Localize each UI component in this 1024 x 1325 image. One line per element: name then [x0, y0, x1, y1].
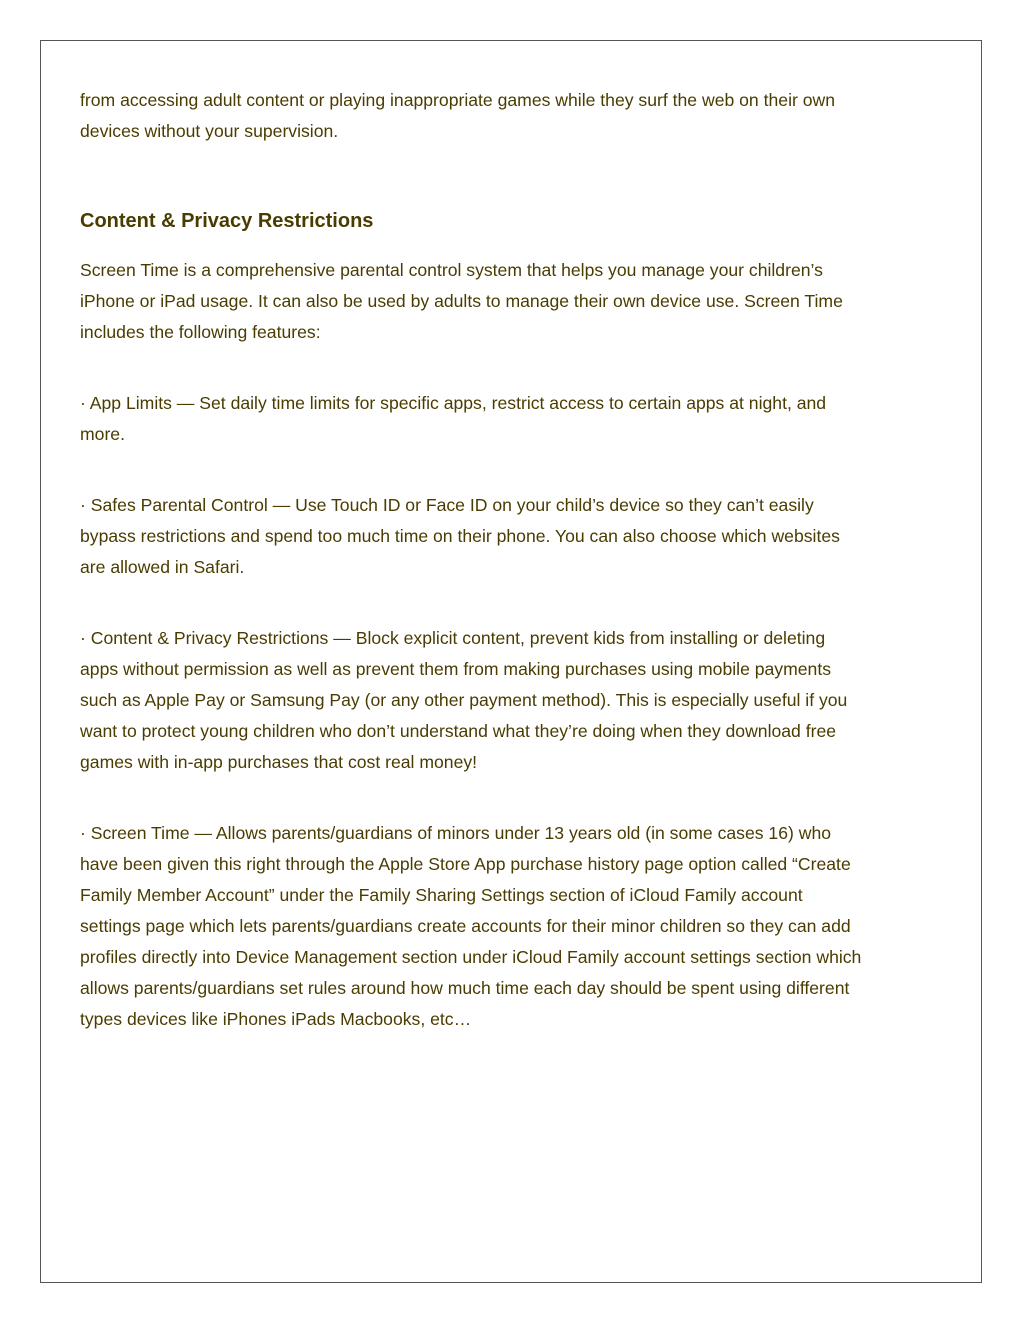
section-intro-paragraph: Screen Time is a comprehensive parental control system that helps you manage your children’s iPhone or iPad usage. It can also be used by adults to manage their own device use. Screen Time includes the following features:	[80, 260, 843, 342]
bullet-screen-time: · Screen Time — Allows parents/guardians of minors under 13 years old (in some cases 16) who have been given this right through the Apple Store App purchase history page option called “Create Family Member Account” under the Family Sharing Settings section of iCloud Family account settings page which lets parents/guardians create accounts for their minor children so they can add profiles directly into Device Management section under iCloud Family account settings section which allows parents/guardians set rules around how much time each day should be spent using different types devices like iPhones iPads Macbooks, etc…	[80, 823, 862, 1029]
document-body	[80, 85, 865, 1035]
bullet-safes-parental-control: · Safes Parental Control — Use Touch ID or Face ID on your child’s device so they can’t easily bypass restrictions and spend too much time on their phone. You can also choose which websites are allowed in Safari.	[80, 495, 840, 577]
bullet-app-limits: · App Limits — Set daily time limits for specific apps, restrict access to certain apps at night, and more.	[80, 393, 827, 444]
section-heading: Content & Privacy Restrictions	[80, 210, 374, 232]
intro-paragraph: from accessing adult content or playing inappropriate games while they surf the web on their own devices without your supervision.	[80, 90, 835, 141]
bullet-content-privacy-restrictions: · Content & Privacy Restrictions — Block explicit content, prevent kids from installing or deleting apps without permission as well as prevent them from making purchases using mobile payments such as Apple Pay or Samsung Pay (or any other payment method). This is especially useful if you want to protect young children who don’t understand what they’re doing when they download free games with in-app purchases that cost real money!	[80, 628, 848, 772]
